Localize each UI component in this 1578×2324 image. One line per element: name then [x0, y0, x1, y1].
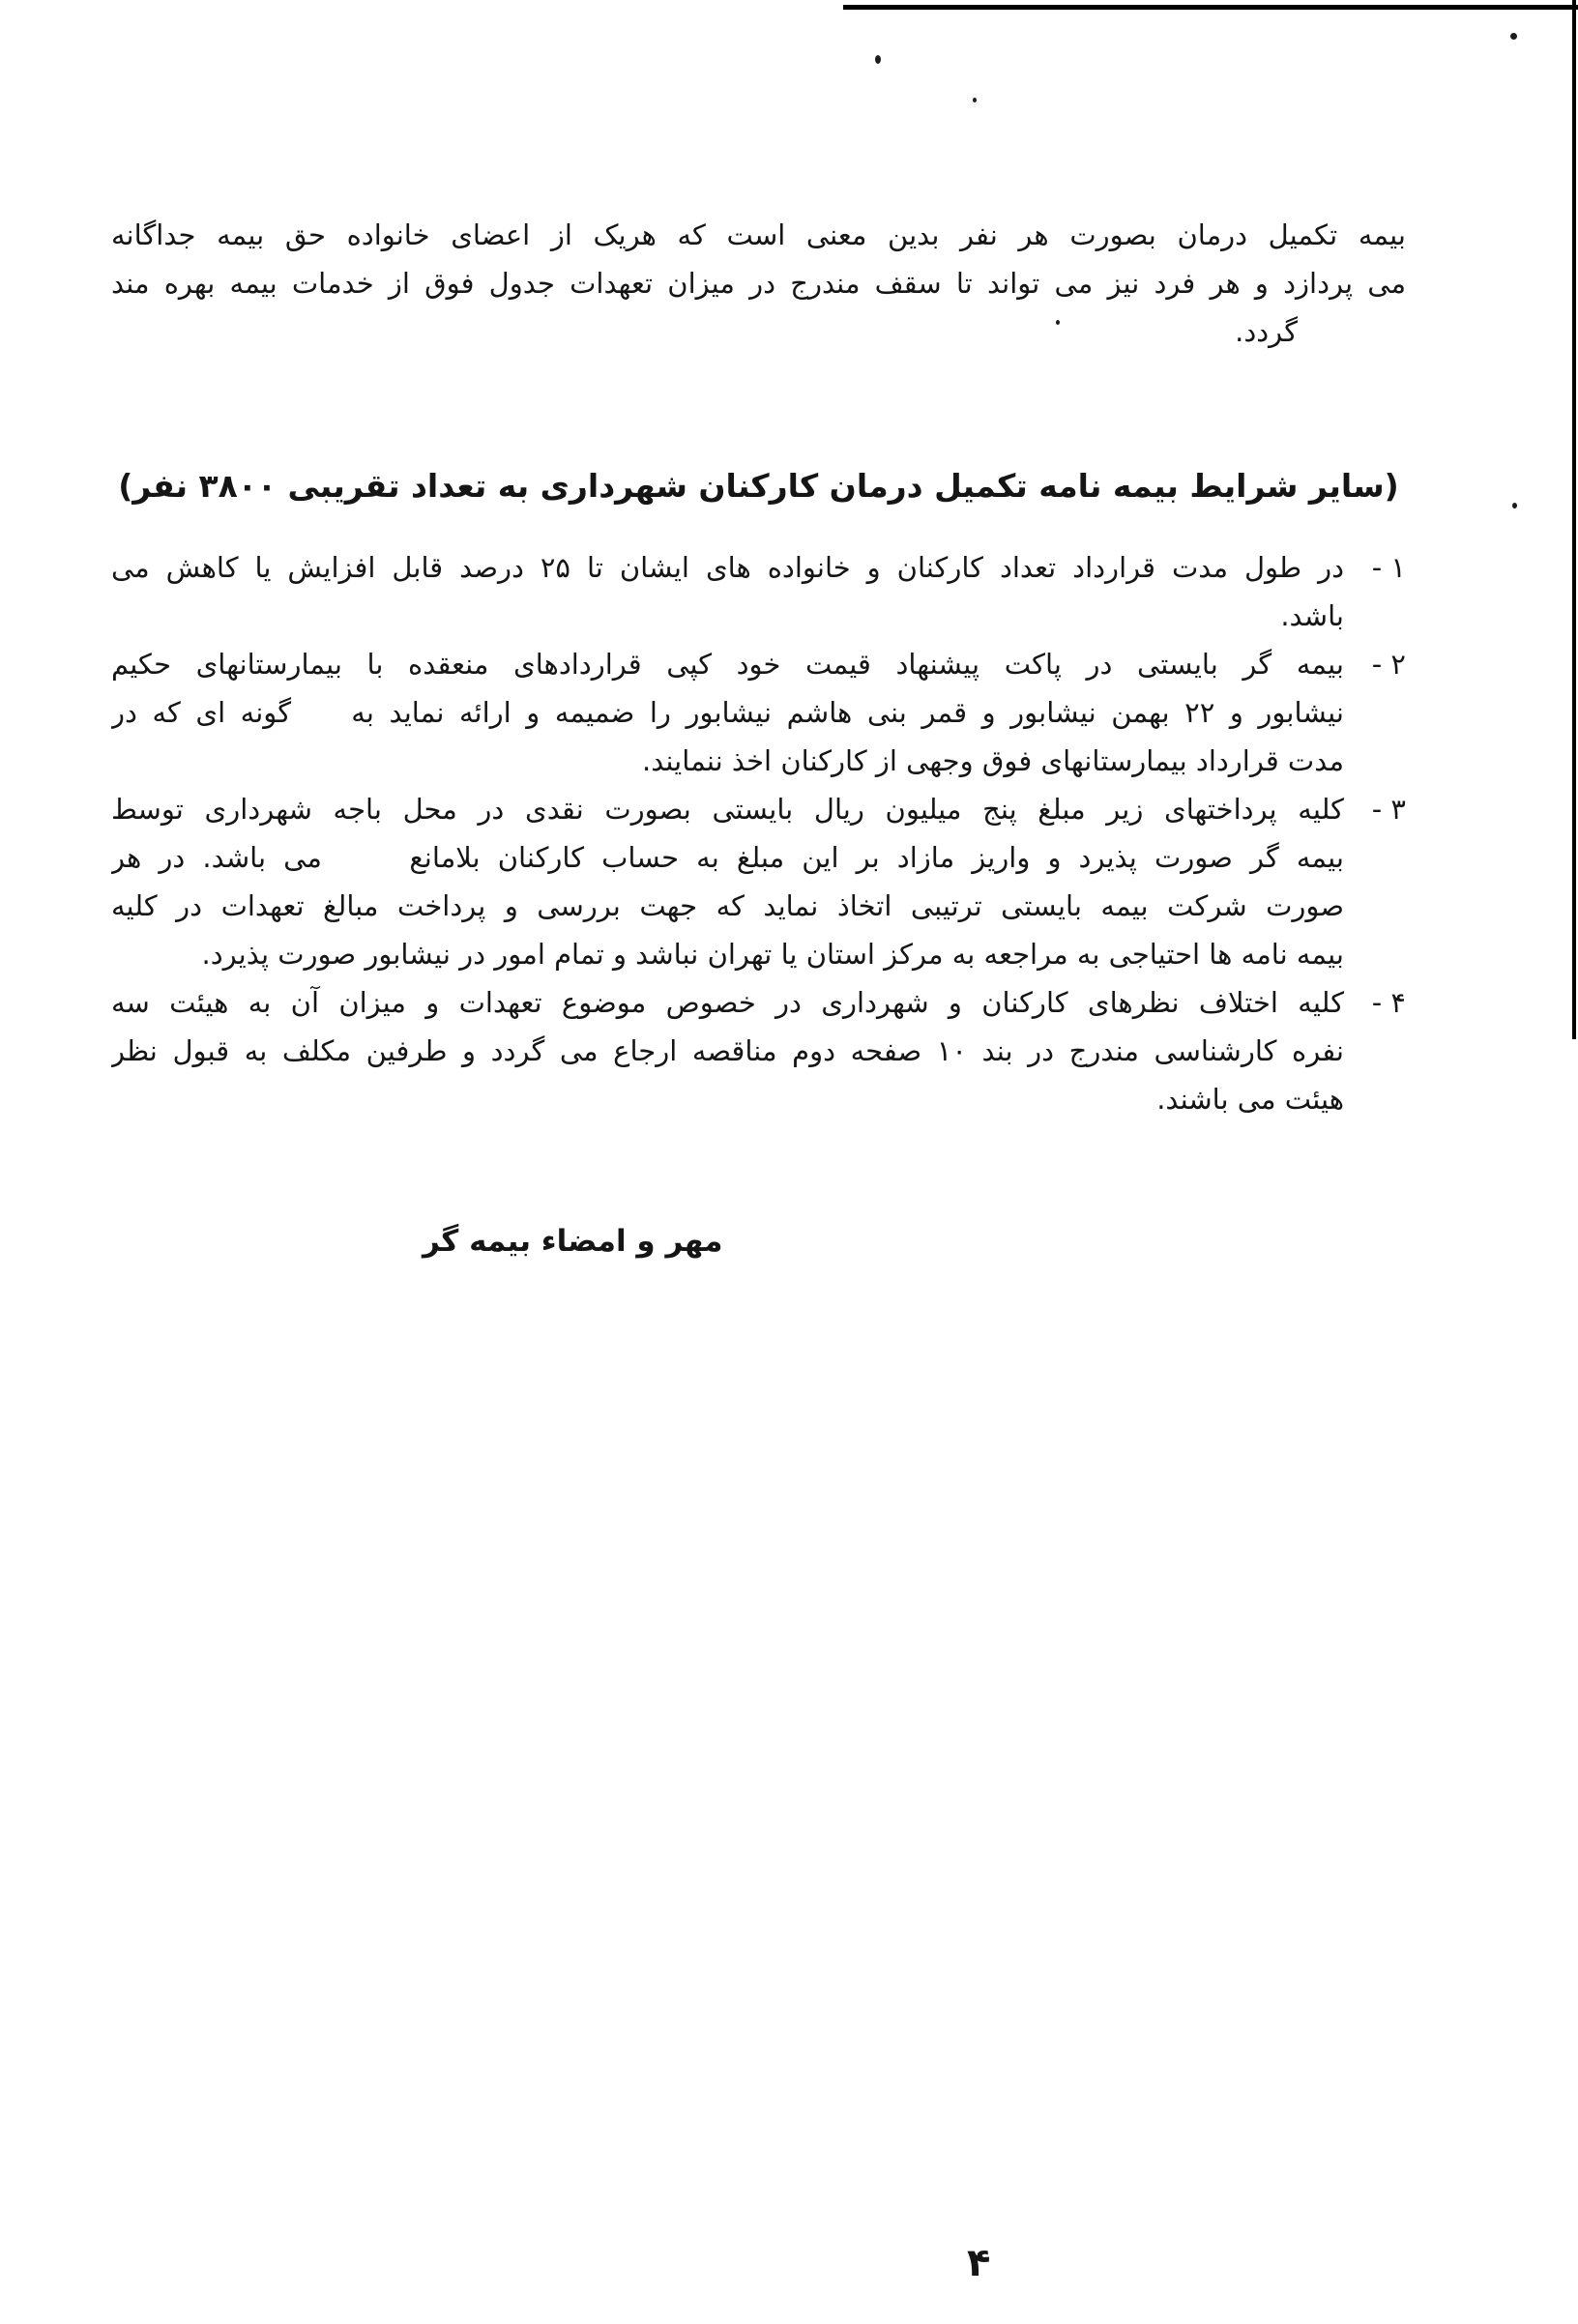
- list-item-line: بیمه نامه ها احتیاجی به مراجعه به مرکز استان یا تهران نباشد و تمام امور در نیشابور صورت پذیرد.: [201, 938, 1344, 971]
- list-item-line: در طول مدت قرارداد تعداد کارکنان و خانواده های ایشان تا ۲۵ درصد قابل افزایش یا کاهش می: [111, 551, 1344, 584]
- list-item-3: [111, 785, 1406, 978]
- scan-speck: [1512, 503, 1517, 508]
- list-item-number: ۱ -: [1371, 551, 1406, 584]
- scan-edge-line-top: [843, 5, 1578, 10]
- list-item-number: ۲ -: [1371, 648, 1406, 681]
- list-item-text: [111, 543, 1344, 640]
- list-item-line: هیئت می باشند.: [1156, 1083, 1344, 1116]
- list-item-text: [111, 640, 1344, 785]
- intro-paragraph: [111, 211, 1406, 356]
- section-heading: (سایر شرایط بیمه نامه تکمیل درمان کارکنان شهرداری به تعداد تقریبی ۳۸۰۰ نفر): [118, 467, 1399, 505]
- page-number: ۴: [967, 2241, 991, 2285]
- signature-label: مهر و امضاء بیمه گر: [423, 1224, 723, 1259]
- list-item-number: ۴ -: [1371, 986, 1406, 1019]
- list-item-1: [111, 543, 1406, 640]
- list-item-text: [111, 978, 1344, 1123]
- list-item-line: باشد.: [1280, 599, 1344, 632]
- list-item-2: [111, 640, 1406, 785]
- intro-line: بیمه تکمیل درمان بصورت هر نفر بدین معنی است که هریک از اعضای خانواده حق بیمه جداگانه: [111, 218, 1406, 251]
- list-item-line: بیمه گر صورت پذیرد و واریز مازاد بر این مبلغ به حساب کارکنان بلامانع می باشد. در هر: [111, 841, 1344, 874]
- list-item-text: [111, 785, 1344, 978]
- list-item-line: نفره کارشناسی مندرج در بند ۱۰ صفحه دوم مناقصه ارجاع می گردد و طرفین مکلف به قبول نظر: [111, 1034, 1344, 1067]
- list-item-line: کلیه پرداختهای زیر مبلغ پنج میلیون ریال بایستی بصورت نقدی در محل باجه شهرداری توسط: [111, 793, 1344, 826]
- list-item-line: مدت قرارداد بیمارستانهای فوق وجهی از کارکنان اخذ ننمایند.: [641, 744, 1344, 777]
- scan-speck: [973, 98, 977, 102]
- list-item-number: ۳ -: [1371, 793, 1406, 826]
- list-item-line: صورت شرکت بیمه بایستی ترتیبی اتخاذ نماید که جهت بررسی و پرداخت مبالغ تعهدات در کلیه: [111, 889, 1344, 922]
- conditions-list: [111, 543, 1406, 1123]
- scan-speck: [875, 55, 881, 64]
- list-item-line: بیمه گر بایستی در پاکت پیشنهاد قیمت خود کپی قراردادهای منعقده با بیمارستانهای حکیم: [111, 648, 1344, 681]
- list-item-line: کلیه اختلاف نظرهای کارکنان و شهرداری در خصوص موضوع تعهدات و میزان آن به هیئت سه: [111, 986, 1344, 1019]
- scan-speck: [1510, 33, 1517, 40]
- list-item-line: نیشابور و ۲۲ بهمن نیشابور و قمر بنی هاشم نیشابور را ضمیمه و ارائه نماید به گونه ای که در: [111, 696, 1344, 729]
- intro-line: می پردازد و هر فرد نیز می تواند تا سقف مندرج در میزان تعهدات جدول فوق از خدمات بیمه بهره مند: [111, 267, 1406, 300]
- intro-line: گردد.: [1235, 315, 1298, 348]
- scan-edge-line-right: [1572, 0, 1576, 1039]
- list-item-4: [111, 978, 1406, 1123]
